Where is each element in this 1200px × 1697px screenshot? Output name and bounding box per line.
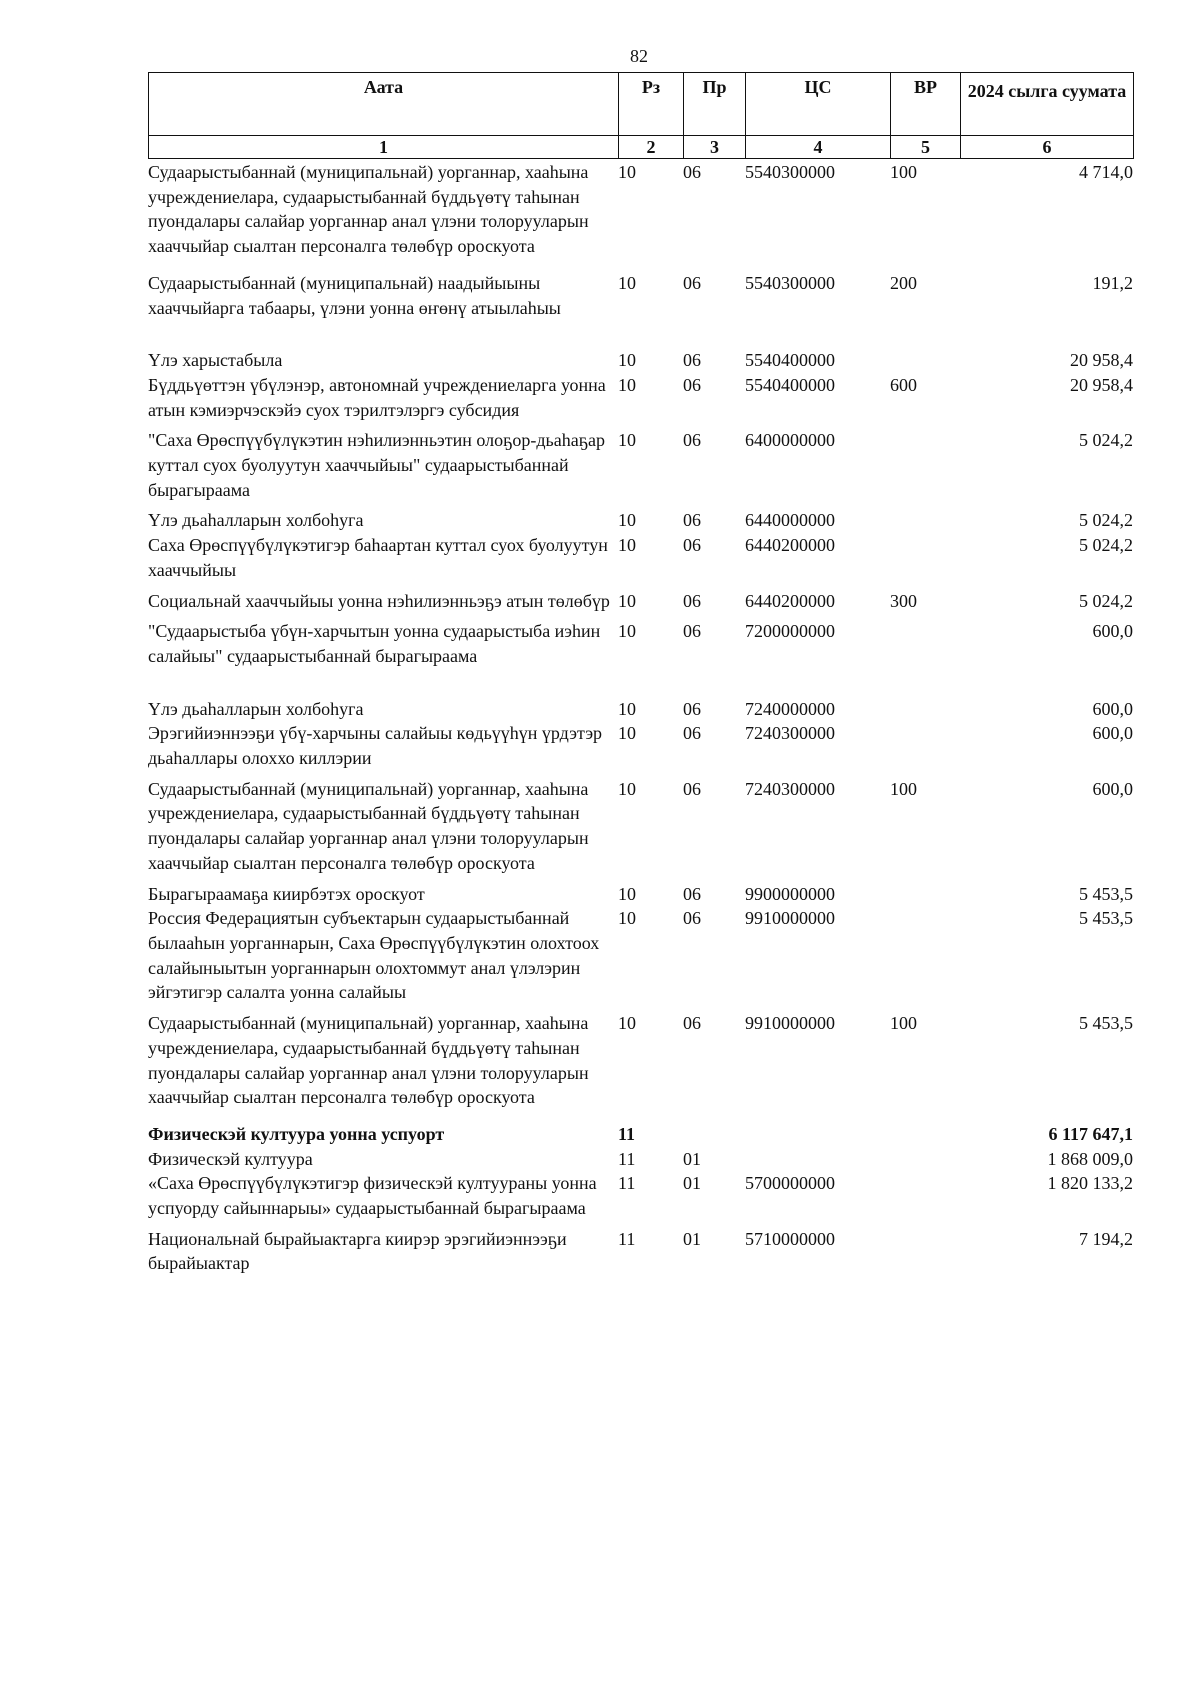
column-number-2: 2	[619, 136, 684, 159]
row-vr	[890, 508, 960, 533]
row-cs: 9910000000	[745, 1013, 835, 1034]
table-row	[148, 589, 1133, 614]
row-rz: 10	[618, 778, 636, 799]
row-pr: 06	[683, 1013, 701, 1034]
row-amount: 5 024,2	[1079, 535, 1133, 556]
row-pr: 01	[683, 1228, 701, 1249]
column-number-4: 4	[746, 136, 891, 159]
row-name: Судаарыстыбаннай (муниципальнай) уорганнар, хааһына учреждениелара, судаарыстыбаннай бүддьүөтү таһынан пуондалары салайар уорганнар анал үлэни толорууларын хааччыйар сыалтан персоналга төлөбүр ороскуота	[148, 1013, 589, 1108]
column-header-cs: ЦС	[746, 73, 891, 136]
row-pr: 06	[683, 350, 701, 371]
row-pr: 06	[683, 510, 701, 531]
row-cs: 5540300000	[745, 272, 835, 293]
row-vr: 600	[890, 374, 917, 395]
row-rz: 11	[618, 1228, 636, 1249]
row-rz: 10	[618, 350, 636, 371]
table-row	[148, 721, 1133, 770]
column-header-rz: Рз	[619, 73, 684, 136]
row-rz: 11	[618, 1173, 636, 1194]
row-amount: 20 958,4	[1070, 374, 1133, 395]
row-pr: 01	[683, 1148, 701, 1169]
row-vr	[890, 348, 960, 373]
row-amount: 1 820 133,2	[1047, 1173, 1133, 1194]
row-name: Физическэй култуура уонна успуорт	[148, 1123, 445, 1144]
row-pr: 06	[683, 162, 701, 182]
row-rz: 10	[618, 590, 636, 611]
budget-table-header	[148, 72, 1134, 159]
row-amount: 20 958,4	[1070, 350, 1133, 371]
table-row	[148, 373, 1133, 422]
row-amount: 5 024,2	[1079, 590, 1133, 611]
row-amount: 5 024,2	[1079, 510, 1133, 531]
table-row-section	[148, 1122, 1133, 1147]
column-number-3: 3	[684, 136, 746, 159]
row-name: "Саха Өрөспүүбүлүкэтин нэһилиэнньэтин олоҕор-дьаһаҕар куттал суох буолуутун хааччыйыы" судаарыстыбаннай бырагыраама	[148, 430, 606, 500]
row-amount: 6 117 647,1	[1048, 1123, 1133, 1144]
row-name: Үлэ дьаһалларын холбоһуга	[148, 510, 364, 531]
table-row	[148, 271, 1133, 320]
row-vr: 100	[890, 778, 917, 799]
row-name: Үлэ дьаһалларын холбоһуга	[148, 698, 364, 719]
row-rz: 10	[618, 621, 636, 642]
row-vr: 100	[890, 162, 917, 182]
row-amount: 191,2	[1092, 272, 1133, 293]
row-name: «Саха Өрөспүүбүлүкэтигэр физическэй култуураны уонна успуорду сайыннарыы» судаарыстыбаннай бырагыраама	[148, 1173, 597, 1219]
row-rz: 11	[618, 1123, 636, 1144]
row-vr: 300	[890, 590, 917, 611]
row-rz: 10	[618, 908, 636, 929]
row-rz: 10	[618, 430, 636, 451]
row-amount: 600,0	[1092, 723, 1133, 744]
row-rz: 10	[618, 1013, 636, 1034]
page-number: 82	[630, 46, 648, 66]
row-vr	[890, 1171, 960, 1220]
column-header-name: Аата	[149, 73, 619, 136]
row-amount: 1 868 009,0	[1047, 1148, 1133, 1169]
column-number-5: 5	[891, 136, 961, 159]
row-vr	[890, 533, 960, 582]
row-vr	[890, 619, 960, 668]
column-header-amount: 2024 сылга суумата	[961, 73, 1134, 136]
table-row	[148, 697, 1133, 722]
column-number-1: 1	[149, 136, 619, 159]
row-name: Бырагыраамаҕа киирбэтэх ороскуот	[148, 883, 425, 904]
row-name: Россия Федерациятын субъектарын судаарыстыбаннай былааһын уорганнарын, Саха Өрөспүүбүлүкэтин олохтоох салайыныытын уорганнарын олохтоммут анал үлэлэрин эйгэтигэр салалта уонна салайыы	[148, 908, 600, 1003]
table-row	[148, 533, 1133, 582]
row-pr: 06	[683, 374, 701, 395]
row-cs: 6440000000	[745, 510, 835, 531]
budget-table-body	[148, 160, 1133, 1276]
row-pr: 06	[683, 908, 701, 929]
row-pr: 06	[683, 430, 701, 451]
row-pr: 06	[683, 535, 701, 556]
table-row	[148, 348, 1133, 373]
row-cs: 9900000000	[745, 883, 835, 904]
row-cs: 7240300000	[745, 778, 835, 799]
row-name: Судаарыстыбаннай (муниципальнай) уорганнар, хааһына учреждениелара, судаарыстыбаннай бүддьүөтү таһынан пуондалары салайар уорганнар анал үлэни толорууларын хааччыйар сыалтан персоналга төлөбүр ороскуота	[148, 778, 589, 873]
row-pr: 06	[683, 621, 701, 642]
row-cs: 5710000000	[745, 1228, 835, 1249]
row-cs: 7240000000	[745, 698, 835, 719]
row-rz: 10	[618, 723, 636, 744]
table-row	[148, 619, 1133, 668]
row-rz: 10	[618, 510, 636, 531]
row-rz: 10	[618, 535, 636, 556]
row-vr	[890, 428, 960, 502]
table-row	[148, 777, 1133, 876]
table-row	[148, 882, 1133, 907]
row-cs: 7240300000	[745, 723, 835, 744]
row-vr: 200	[890, 272, 917, 293]
table-row	[148, 428, 1133, 502]
row-amount: 5 453,5	[1079, 1013, 1133, 1034]
row-pr: 06	[683, 590, 701, 611]
row-cs: 5540400000	[745, 374, 835, 395]
row-rz: 10	[618, 374, 636, 395]
row-cs	[745, 1122, 890, 1147]
row-amount: 600,0	[1092, 698, 1133, 719]
table-row	[148, 1011, 1133, 1110]
row-rz: 10	[618, 272, 636, 293]
row-name: Судаарыстыбаннай (муниципальнай) наадыйыыны хааччыйарга табаары, үлэни уонна өҥөнү атыылаһыы	[148, 272, 561, 318]
row-vr	[890, 1147, 960, 1172]
row-name: Физическэй култуура	[148, 1148, 313, 1169]
row-vr	[890, 1122, 960, 1147]
table-row	[148, 1227, 1133, 1276]
row-cs: 7200000000	[745, 621, 835, 642]
row-rz: 10	[618, 698, 636, 719]
row-name: Эрэгийиэннээҕи үбү-харчыны салайыы көдьүүһүн үрдэтэр дьаһаллары олоххо киллэрии	[148, 723, 603, 769]
table-row	[148, 160, 1133, 259]
row-pr: 06	[683, 883, 701, 904]
row-vr	[890, 882, 960, 907]
row-name: Судаарыстыбаннай (муниципальнай) уорганнар, хааһына учреждениелара, судаарыстыбаннай бүддьүөтү таһынан пуондалары салайар уорганнар анал үлэни толорууларын хааччыйар сыалтан персоналга төлөбүр ороскуота	[148, 162, 589, 257]
column-number-6: 6	[961, 136, 1134, 159]
row-cs: 5540400000	[745, 350, 835, 371]
row-pr: 06	[683, 698, 701, 719]
row-vr: 100	[890, 1013, 917, 1034]
table-row	[148, 1171, 1133, 1220]
row-name: Үлэ харыстабыла	[148, 350, 283, 371]
row-amount: 600,0	[1092, 621, 1133, 642]
row-name: Социальнай хааччыйыы уонна нэһилиэнньэҕэ атын төлөбүр	[148, 590, 610, 611]
column-header-pr: Пр	[684, 73, 746, 136]
row-amount: 5 453,5	[1079, 908, 1133, 929]
row-pr: 01	[683, 1173, 701, 1194]
row-rz: 10	[618, 883, 636, 904]
row-cs: 6440200000	[745, 590, 835, 611]
row-cs: 9910000000	[745, 908, 835, 929]
row-vr	[890, 721, 960, 770]
row-pr	[683, 1122, 745, 1147]
row-name: "Судаарыстыба үбүн-харчытын уонна судаарыстыба иэһин салайыы" судаарыстыбаннай бырагыраама	[148, 621, 601, 666]
table-row	[148, 906, 1133, 1005]
row-amount: 600,0	[1092, 778, 1133, 799]
row-name: Национальнай бырайыактарга киирэр эрэгийиэннээҕи бырайыактар	[148, 1228, 567, 1274]
row-rz: 10	[618, 162, 636, 182]
row-amount: 4 714,0	[1079, 162, 1133, 182]
row-name: Бүддьүөттэн үбүлэнэр, автономнай учреждениеларга уонна атын кэмиэрчэскэйэ суох тэрилтэлэргэ субсидия	[148, 374, 606, 420]
row-pr: 06	[683, 778, 701, 799]
row-vr	[890, 906, 960, 1005]
row-cs: 5540300000	[745, 162, 835, 182]
row-rz: 11	[618, 1148, 636, 1169]
row-vr	[890, 697, 960, 722]
table-row	[148, 508, 1133, 533]
row-amount: 5 453,5	[1079, 883, 1133, 904]
row-cs	[745, 1147, 890, 1172]
row-pr: 06	[683, 723, 701, 744]
row-cs: 6400000000	[745, 430, 835, 451]
table-row	[148, 1147, 1133, 1172]
row-amount: 5 024,2	[1079, 430, 1133, 451]
column-header-vr: ВР	[891, 73, 961, 136]
row-cs: 6440200000	[745, 535, 835, 556]
row-pr: 06	[683, 272, 701, 293]
row-cs: 5700000000	[745, 1173, 835, 1194]
row-vr	[890, 1227, 960, 1276]
row-name: Саха Өрөспүүбүлүкэтигэр баһаартан куттал суох буолуутун хааччыйыы	[148, 535, 608, 580]
row-amount: 7 194,2	[1079, 1228, 1133, 1249]
